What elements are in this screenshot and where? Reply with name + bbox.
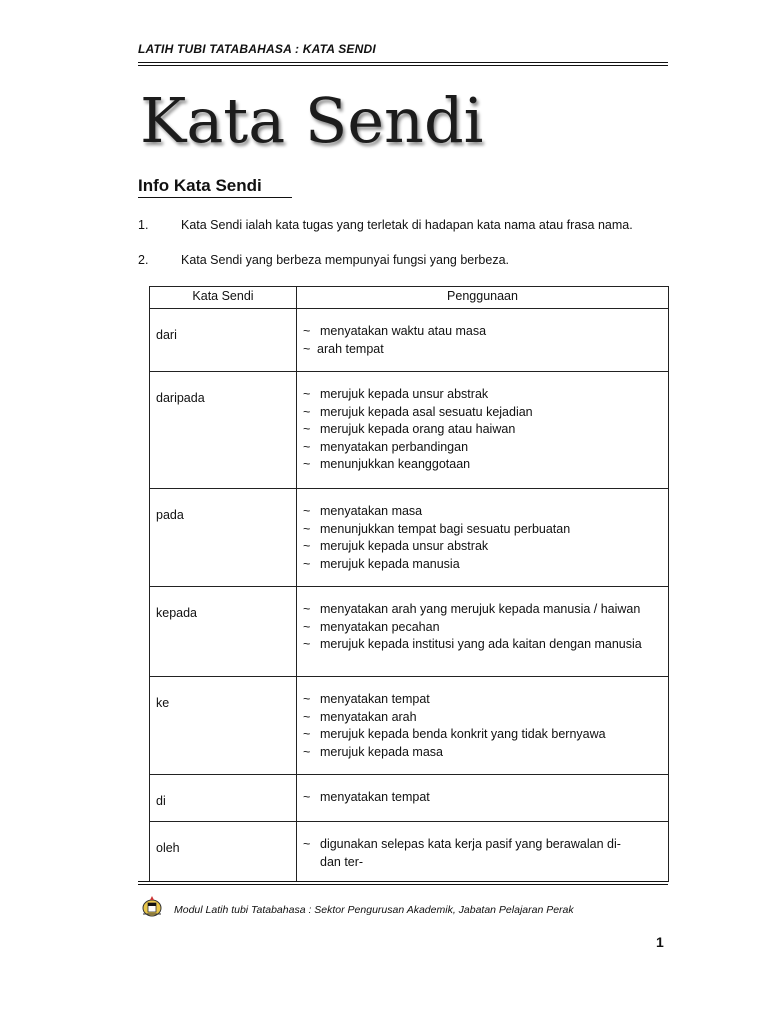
usage-item [303, 341, 660, 359]
state-crest-icon [140, 894, 164, 918]
usage-text: menunjukkan tempat bagi sesuatu perbuatan [320, 521, 571, 536]
table-body [150, 309, 669, 882]
usage-text: merujuk kepada benda konkrit yang tidak bernyawa [320, 727, 606, 741]
usage-item [303, 323, 660, 341]
kata-sendi-cell: daripada [150, 372, 297, 489]
penggunaan-cell [297, 489, 669, 587]
usage-text: menyatakan arah [320, 709, 417, 724]
usage-item [303, 538, 660, 556]
running-header: LATIH TUBI TATABAHASA : KATA SENDI [138, 42, 376, 56]
paragraph-1-number: 1. [138, 218, 149, 232]
usage-item [303, 636, 660, 654]
footer-text: Modul Latih tubi Tatabahasa : Sektor Pengurusan Akademik, Jabatan Pelajaran Perak [174, 904, 574, 916]
usage-text: menyatakan masa [320, 504, 423, 518]
usage-item [303, 404, 660, 422]
usage-text: merujuk kepada manusia [320, 556, 460, 571]
usage-text: menunjukkan keanggotaan [320, 457, 471, 471]
tilde-marker: ~ [303, 837, 311, 851]
table-row [150, 677, 669, 775]
usage-item [303, 836, 660, 871]
page-title: Kata Sendi [140, 84, 484, 157]
tilde-marker: ~ [303, 539, 311, 553]
usage-item [303, 439, 660, 457]
tilde-marker: ~ [303, 439, 311, 454]
usage-text: menyatakan tempat [320, 692, 430, 706]
usage-item [303, 691, 660, 709]
usage-item [303, 744, 660, 762]
footer-rule-top [138, 881, 668, 882]
tilde-marker: ~ [303, 709, 311, 724]
tilde-marker: ~ [303, 422, 311, 436]
header-rule-top [138, 62, 668, 63]
penggunaan-cell [297, 587, 669, 677]
usage-text: menyatakan arah yang merujuk kepada manusia / haiwan [320, 602, 641, 616]
table-row [150, 587, 669, 677]
tilde-marker: ~ [303, 790, 311, 804]
paragraph-1-text: Kata Sendi ialah kata tugas yang terletak di hadapan kata nama atau frasa nama. [181, 218, 633, 232]
usage-item [303, 521, 660, 539]
usage-text: digunakan selepas kata kerja pasif yang berawalan di- dan ter- [320, 837, 621, 869]
tilde-marker: ~ [303, 692, 311, 706]
tilde-marker: ~ [303, 619, 311, 634]
tilde-marker: ~ [303, 521, 311, 536]
penggunaan-cell [297, 372, 669, 489]
usage-item [303, 709, 660, 727]
kata-sendi-cell: kepada [150, 587, 297, 677]
usage-item [303, 386, 660, 404]
header-rule-bottom [138, 65, 668, 66]
tilde-marker: ~ [303, 556, 311, 571]
usage-text: merujuk kepada unsur abstrak [320, 387, 489, 401]
table-row [150, 309, 669, 372]
tilde-marker: ~ [303, 404, 311, 419]
usage-item [303, 726, 660, 744]
usage-text: menyatakan pecahan [320, 619, 440, 634]
usage-item [303, 556, 660, 574]
usage-text: merujuk kepada institusi yang ada kaitan dengan manusia [320, 637, 642, 651]
usage-text: merujuk kepada asal sesuatu kejadian [320, 404, 533, 419]
tilde-marker: ~ [303, 602, 311, 616]
kata-sendi-cell: ke [150, 677, 297, 775]
column-header-kata-sendi: Kata Sendi [150, 287, 297, 309]
tilde-marker: ~ [303, 324, 311, 338]
penggunaan-cell [297, 775, 669, 822]
tilde-marker: ~ [303, 387, 311, 401]
penggunaan-cell [297, 822, 669, 882]
column-header-penggunaan: Penggunaan [297, 287, 669, 309]
usage-item [303, 456, 660, 474]
kata-sendi-cell: oleh [150, 822, 297, 882]
usage-item [303, 619, 660, 637]
usage-item [303, 503, 660, 521]
usage-text: merujuk kepada orang atau haiwan [320, 422, 516, 436]
penggunaan-cell [297, 309, 669, 372]
kata-sendi-table [149, 286, 669, 882]
usage-item [303, 421, 660, 439]
usage-text: merujuk kepada unsur abstrak [320, 539, 489, 553]
table-row [150, 489, 669, 587]
tilde-marker: ~ [303, 457, 311, 471]
usage-item [303, 601, 660, 619]
page-number: 1 [656, 934, 664, 950]
table-row [150, 372, 669, 489]
penggunaan-cell [297, 677, 669, 775]
table-row [150, 775, 669, 822]
kata-sendi-cell: pada [150, 489, 297, 587]
kata-sendi-cell: dari [150, 309, 297, 372]
usage-text: menyatakan waktu atau masa [320, 324, 487, 338]
usage-text: arah tempat [317, 341, 384, 356]
tilde-marker: ~ [303, 727, 311, 741]
section-heading: Info Kata Sendi [138, 176, 292, 198]
paragraph-2-number: 2. [138, 253, 149, 267]
usage-item [303, 789, 660, 807]
paragraph-2-text: Kata Sendi yang berbeza mempunyai fungsi yang berbeza. [181, 253, 509, 267]
table-row [150, 822, 669, 882]
usage-text: menyatakan tempat [320, 790, 430, 804]
table-header-row [150, 287, 669, 309]
kata-sendi-cell: di [150, 775, 297, 822]
tilde-marker: ~ [303, 504, 311, 518]
tilde-marker: ~ [303, 341, 311, 356]
tilde-marker: ~ [303, 637, 311, 651]
usage-text: menyatakan perbandingan [320, 439, 469, 454]
footer-rule-bottom [138, 884, 668, 885]
usage-text: merujuk kepada masa [320, 744, 443, 759]
tilde-marker: ~ [303, 744, 311, 759]
